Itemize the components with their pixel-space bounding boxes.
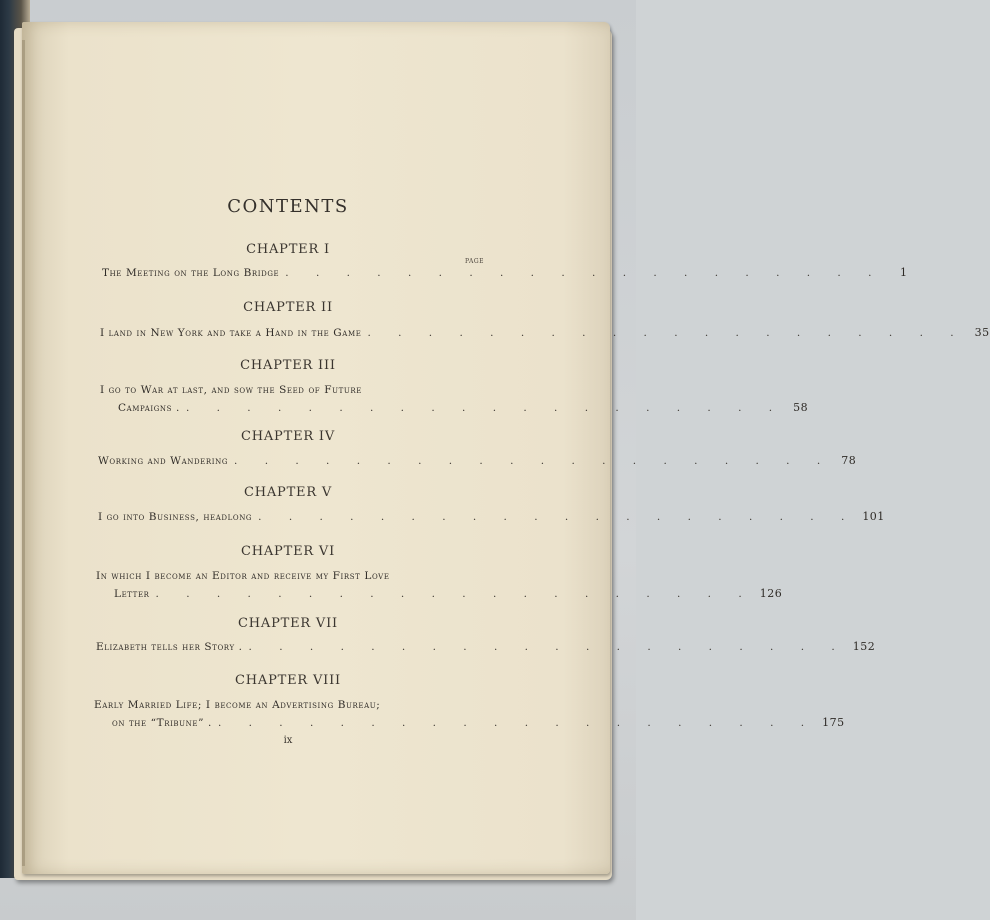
leader-dots: . . . . . . . . . . . . . . . . . . . .: [258, 511, 857, 523]
chapter-heading: CHAPTER V: [243, 485, 333, 500]
leader-dots: . . . . . . . . . . . . . . . . . . . .: [367, 327, 966, 339]
page-number: 101: [862, 510, 885, 523]
page-number: 1: [899, 266, 908, 279]
entry-title: I go into Business, headlong: [98, 511, 253, 523]
entry-title: Early Married Life; I become an Advertising Bureau;: [94, 699, 381, 711]
entry-title: Working and Wandering: [98, 455, 229, 467]
entry-title: Elizabeth tells her Story .: [96, 641, 243, 653]
leader-dots: . . . . . . . . . . . . . . . . . . . .: [185, 402, 785, 414]
chapter-heading: CHAPTER VII: [238, 616, 338, 631]
chapter-heading: CHAPTER III: [240, 358, 336, 373]
chapter-heading: CHAPTER II: [243, 300, 333, 315]
page-number: 126: [759, 587, 783, 600]
toc-entry[interactable]: [96, 638, 876, 656]
page-number: 175: [822, 716, 845, 729]
page-number: 78: [841, 454, 857, 467]
entry-title: In which I become an Editor and receive my First Love: [96, 570, 390, 582]
toc-entry[interactable]: [100, 324, 990, 342]
chapter-heading: CHAPTER I: [246, 242, 330, 257]
page-number: 35: [974, 326, 990, 339]
chapter-heading: CHAPTER VI: [240, 544, 336, 559]
toc-entry[interactable]: [100, 381, 809, 417]
toc-entry[interactable]: [96, 567, 783, 603]
leader-dots: . . . . . . . . . . . . . . . . . . . .: [234, 455, 833, 467]
entry-title-continued: Campaigns .: [118, 402, 180, 414]
page-number: 152: [852, 640, 876, 653]
page-column-label: PAGE: [465, 258, 484, 265]
entry-title: The Meeting on the Long Bridge: [102, 267, 280, 279]
leader-dots: . . . . . . . . . . . . . . . . . . . .: [155, 588, 754, 600]
toc-entry[interactable]: [102, 264, 908, 282]
entry-title: I go to War at last, and sow the Seed of Future: [100, 384, 362, 396]
toc-entry[interactable]: [94, 696, 845, 732]
folio-page-number: ix: [283, 735, 293, 746]
leader-dots: . . . . . . . . . . . . . . . . . . . .: [248, 641, 847, 653]
toc-entry[interactable]: [98, 452, 857, 470]
entry-title: I land in New York and take a Hand in the Game: [100, 327, 362, 339]
leader-dots: . . . . . . . . . . . . . . . . . . . .: [217, 717, 817, 729]
toc-entry[interactable]: [98, 508, 885, 526]
entry-title-continued: Letter: [114, 588, 150, 600]
leader-dots: . . . . . . . . . . . . . . . . . . . .: [285, 267, 884, 279]
chapter-heading: CHAPTER VIII: [235, 673, 341, 688]
entry-title-continued: on the “Tribune” .: [112, 717, 212, 729]
chapter-heading: CHAPTER IV: [240, 429, 336, 444]
page-number: 58: [793, 401, 809, 414]
page-title: CONTENTS: [227, 196, 349, 217]
